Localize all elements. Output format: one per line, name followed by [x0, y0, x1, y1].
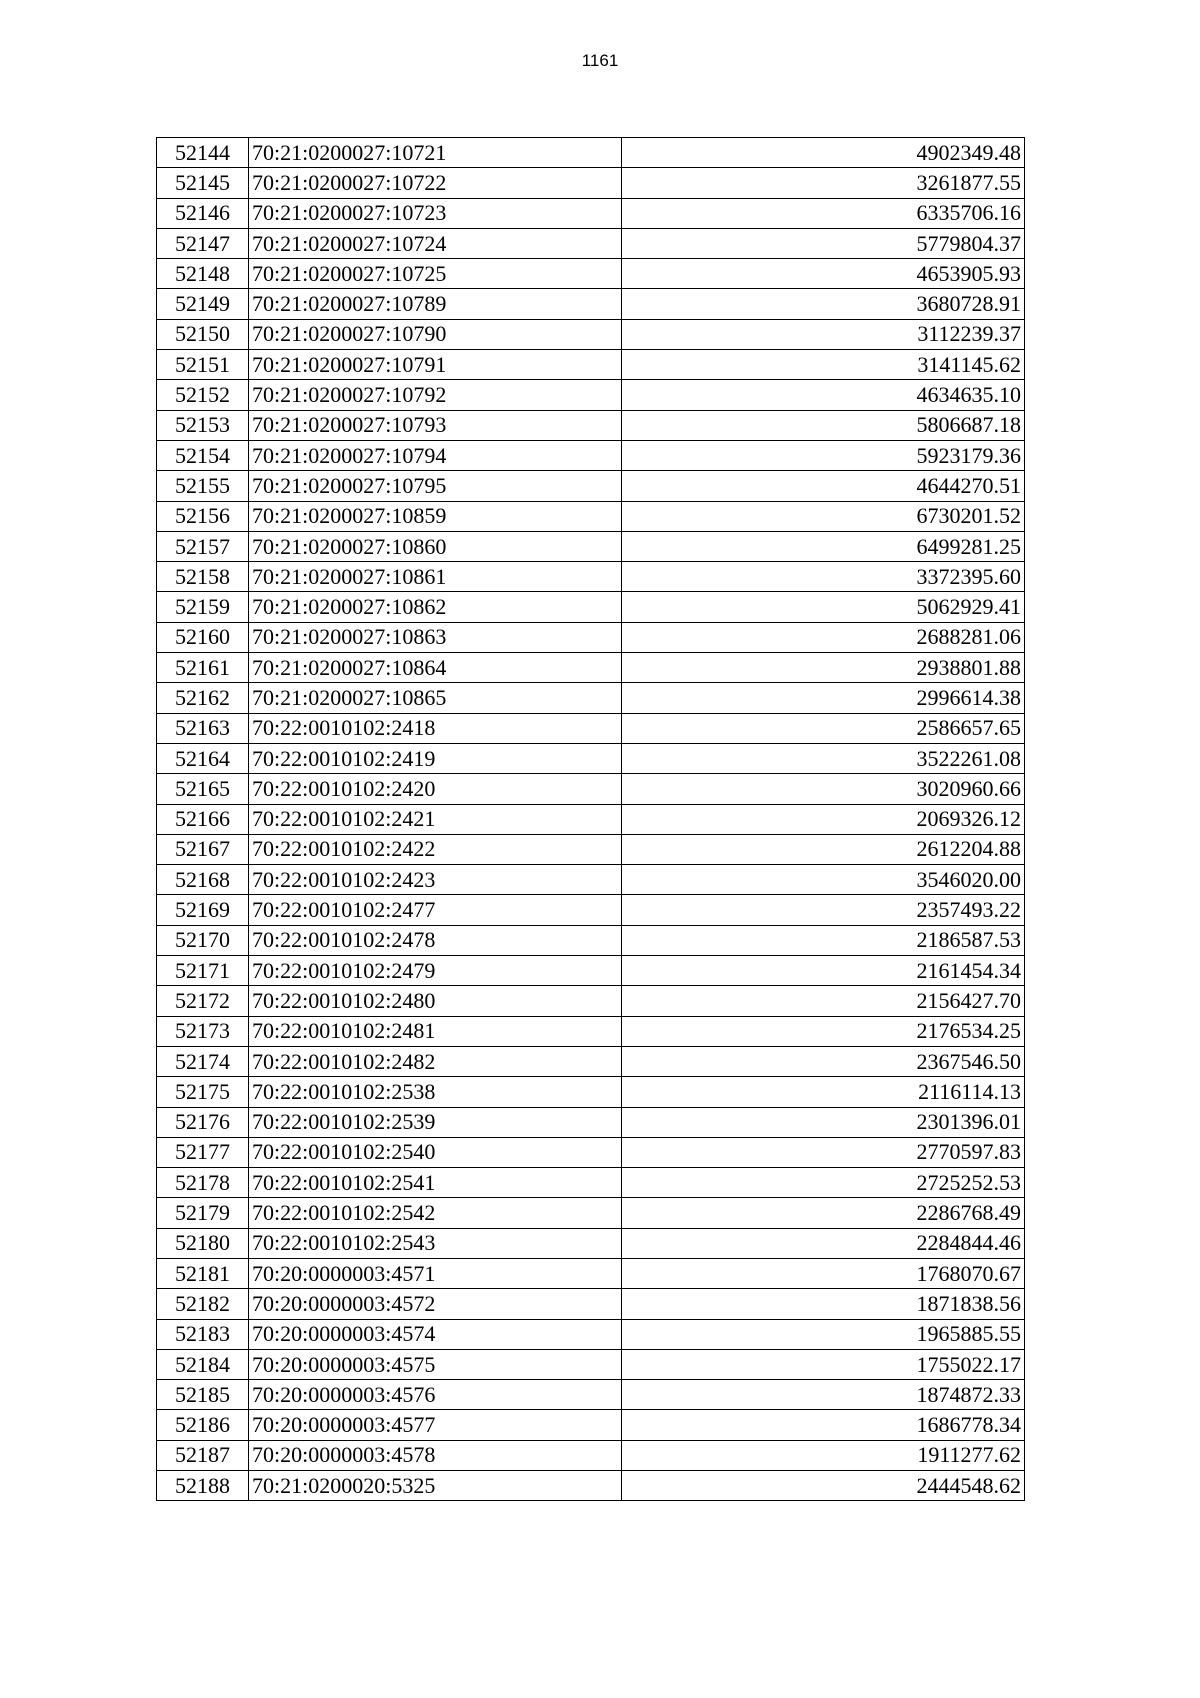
cadastral-number-cell: 70:21:0200027:10724: [249, 228, 622, 258]
row-number-cell: 52178: [157, 1168, 249, 1198]
cadastral-value-cell: 3546020.00: [622, 865, 1025, 895]
table-row: [157, 501, 1025, 531]
cadastral-number-cell: 70:22:0010102:2538: [249, 1077, 622, 1107]
table-row: [157, 440, 1025, 470]
cadastral-number-cell: 70:22:0010102:2480: [249, 986, 622, 1016]
table-row: [157, 1137, 1025, 1167]
cadastral-number-cell: 70:20:0000003:4576: [249, 1380, 622, 1410]
cadastral-number-cell: 70:22:0010102:2543: [249, 1228, 622, 1258]
table-row: [157, 683, 1025, 713]
cadastral-value-cell: 3522261.08: [622, 743, 1025, 773]
row-number-cell: 52173: [157, 1016, 249, 1046]
table-row: [157, 1228, 1025, 1258]
cadastral-value-cell: 5923179.36: [622, 440, 1025, 470]
row-number-cell: 52145: [157, 168, 249, 198]
table-row: [157, 1168, 1025, 1198]
row-number-cell: 52161: [157, 653, 249, 683]
cadastral-number-cell: 70:22:0010102:2419: [249, 743, 622, 773]
cadastral-value-cell: 4653905.93: [622, 259, 1025, 289]
table-row: [157, 1440, 1025, 1470]
cadastral-number-cell: 70:22:0010102:2541: [249, 1168, 622, 1198]
table-row: [157, 1258, 1025, 1288]
row-number-cell: 52167: [157, 834, 249, 864]
row-number-cell: 52182: [157, 1289, 249, 1319]
table-row: [157, 925, 1025, 955]
cadastral-value-cell: 2156427.70: [622, 986, 1025, 1016]
cadastral-number-cell: 70:22:0010102:2423: [249, 865, 622, 895]
table-row: [157, 1319, 1025, 1349]
cadastral-number-cell: 70:22:0010102:2542: [249, 1198, 622, 1228]
table-row: [157, 168, 1025, 198]
cadastral-number-cell: 70:21:0200027:10860: [249, 531, 622, 561]
table-row: [157, 774, 1025, 804]
cadastral-number-cell: 70:22:0010102:2481: [249, 1016, 622, 1046]
table-row: [157, 622, 1025, 652]
cadastral-value-cell: 2770597.83: [622, 1137, 1025, 1167]
cadastral-value-cell: 4644270.51: [622, 471, 1025, 501]
cadastral-number-cell: 70:21:0200027:10859: [249, 501, 622, 531]
cadastral-number-cell: 70:21:0200027:10863: [249, 622, 622, 652]
table-row: [157, 350, 1025, 380]
cadastral-number-cell: 70:22:0010102:2478: [249, 925, 622, 955]
cadastral-value-cell: 2284844.46: [622, 1228, 1025, 1258]
cadastral-number-cell: 70:22:0010102:2482: [249, 1046, 622, 1076]
table-row: [157, 1349, 1025, 1379]
cadastral-number-cell: 70:21:0200027:10795: [249, 471, 622, 501]
cadastral-value-cell: 1871838.56: [622, 1289, 1025, 1319]
page-number: 1161: [581, 51, 619, 70]
row-number-cell: 52185: [157, 1380, 249, 1410]
row-number-cell: 52157: [157, 531, 249, 561]
cadastral-value-cell: 1874872.33: [622, 1380, 1025, 1410]
cadastral-value-cell: 3112239.37: [622, 319, 1025, 349]
row-number-cell: 52146: [157, 198, 249, 228]
row-number-cell: 52184: [157, 1349, 249, 1379]
cadastral-value-cell: 2301396.01: [622, 1107, 1025, 1137]
cadastral-number-cell: 70:21:0200027:10789: [249, 289, 622, 319]
row-number-cell: 52164: [157, 743, 249, 773]
table-row: [157, 198, 1025, 228]
row-number-cell: 52179: [157, 1198, 249, 1228]
table-row: [157, 228, 1025, 258]
cadastral-value-cell: 2176534.25: [622, 1016, 1025, 1046]
table-row: [157, 562, 1025, 592]
cadastral-value-cell: 4634635.10: [622, 380, 1025, 410]
cadastral-value-cell: 2367546.50: [622, 1046, 1025, 1076]
row-number-cell: 52172: [157, 986, 249, 1016]
row-number-cell: 52171: [157, 956, 249, 986]
cadastral-value-cell: 2586657.65: [622, 713, 1025, 743]
cadastral-number-cell: 70:22:0010102:2479: [249, 956, 622, 986]
row-number-cell: 52181: [157, 1258, 249, 1288]
cadastral-value-cell: 3141145.62: [622, 350, 1025, 380]
table-row: [157, 1198, 1025, 1228]
cadastral-number-cell: 70:20:0000003:4577: [249, 1410, 622, 1440]
row-number-cell: 52158: [157, 562, 249, 592]
cadastral-value-cell: 1686778.34: [622, 1410, 1025, 1440]
cadastral-number-cell: 70:22:0010102:2420: [249, 774, 622, 804]
cadastral-value-cell: 3020960.66: [622, 774, 1025, 804]
cadastral-value-cell: 4902349.48: [622, 138, 1025, 168]
cadastral-value-cell: 5779804.37: [622, 228, 1025, 258]
table-row: [157, 834, 1025, 864]
table-row: [157, 986, 1025, 1016]
row-number-cell: 52147: [157, 228, 249, 258]
cadastral-value-cell: 6499281.25: [622, 531, 1025, 561]
row-number-cell: 52159: [157, 592, 249, 622]
cadastral-number-cell: 70:21:0200027:10792: [249, 380, 622, 410]
table-row: [157, 804, 1025, 834]
row-number-cell: 52174: [157, 1046, 249, 1076]
cadastral-value-cell: 1755022.17: [622, 1349, 1025, 1379]
cadastral-value-cell: 6730201.52: [622, 501, 1025, 531]
cadastral-number-cell: 70:22:0010102:2421: [249, 804, 622, 834]
table-row: [157, 380, 1025, 410]
cadastral-value-cell: 2612204.88: [622, 834, 1025, 864]
cadastral-number-cell: 70:20:0000003:4571: [249, 1258, 622, 1288]
row-number-cell: 52152: [157, 380, 249, 410]
cadastral-number-cell: 70:21:0200027:10722: [249, 168, 622, 198]
cadastral-value-cell: 3372395.60: [622, 562, 1025, 592]
table-row: [157, 895, 1025, 925]
row-number-cell: 52177: [157, 1137, 249, 1167]
table-row: [157, 289, 1025, 319]
row-number-cell: 52169: [157, 895, 249, 925]
row-number-cell: 52163: [157, 713, 249, 743]
table-body: [157, 138, 1025, 1501]
table-row: [157, 410, 1025, 440]
row-number-cell: 52170: [157, 925, 249, 955]
row-number-cell: 52160: [157, 622, 249, 652]
table-row: [157, 653, 1025, 683]
cadastral-number-cell: 70:21:0200027:10790: [249, 319, 622, 349]
cadastral-value-cell: 1911277.62: [622, 1440, 1025, 1470]
cadastral-number-cell: 70:22:0010102:2422: [249, 834, 622, 864]
row-number-cell: 52151: [157, 350, 249, 380]
cadastral-number-cell: 70:21:0200027:10862: [249, 592, 622, 622]
table-row: [157, 1289, 1025, 1319]
cadastral-number-cell: 70:20:0000003:4574: [249, 1319, 622, 1349]
cadastral-value-cell: 2688281.06: [622, 622, 1025, 652]
cadastral-number-cell: 70:22:0010102:2477: [249, 895, 622, 925]
cadastral-number-cell: 70:21:0200027:10791: [249, 350, 622, 380]
cadastral-number-cell: 70:20:0000003:4572: [249, 1289, 622, 1319]
row-number-cell: 52183: [157, 1319, 249, 1349]
row-number-cell: 52156: [157, 501, 249, 531]
table-row: [157, 319, 1025, 349]
cadastral-value-cell: 2286768.49: [622, 1198, 1025, 1228]
cadastral-value-cell: 2938801.88: [622, 653, 1025, 683]
row-number-cell: 52187: [157, 1440, 249, 1470]
cadastral-value-cell: 2069326.12: [622, 804, 1025, 834]
table-row: [157, 259, 1025, 289]
cadastral-number-cell: 70:20:0000003:4578: [249, 1440, 622, 1470]
table-row: [157, 865, 1025, 895]
cadastral-number-cell: 70:21:0200027:10793: [249, 410, 622, 440]
cadastral-number-cell: 70:22:0010102:2540: [249, 1137, 622, 1167]
row-number-cell: 52180: [157, 1228, 249, 1258]
cadastral-value-cell: 2161454.34: [622, 956, 1025, 986]
table-row: [157, 531, 1025, 561]
row-number-cell: 52150: [157, 319, 249, 349]
cadastral-value-table: [156, 137, 1025, 1501]
cadastral-value-cell: 6335706.16: [622, 198, 1025, 228]
cadastral-value-cell: 2186587.53: [622, 925, 1025, 955]
table-row: [157, 471, 1025, 501]
table-row: [157, 1077, 1025, 1107]
table-row: [157, 743, 1025, 773]
table-row: [157, 956, 1025, 986]
cadastral-value-cell: 2357493.22: [622, 895, 1025, 925]
cadastral-number-cell: 70:21:0200027:10723: [249, 198, 622, 228]
cadastral-number-cell: 70:21:0200027:10861: [249, 562, 622, 592]
table-row: [157, 1046, 1025, 1076]
cadastral-value-cell: 3680728.91: [622, 289, 1025, 319]
cadastral-value-cell: 5062929.41: [622, 592, 1025, 622]
cadastral-number-cell: 70:21:0200027:10794: [249, 440, 622, 470]
cadastral-value-cell: 1965885.55: [622, 1319, 1025, 1349]
row-number-cell: 52148: [157, 259, 249, 289]
table-row: [157, 1410, 1025, 1440]
table-row: [157, 1107, 1025, 1137]
row-number-cell: 52144: [157, 138, 249, 168]
cadastral-number-cell: 70:20:0000003:4575: [249, 1349, 622, 1379]
table-row: [157, 713, 1025, 743]
table-row: [157, 1016, 1025, 1046]
row-number-cell: 52168: [157, 865, 249, 895]
table-row: [157, 592, 1025, 622]
cadastral-value-cell: 3261877.55: [622, 168, 1025, 198]
row-number-cell: 52166: [157, 804, 249, 834]
row-number-cell: 52154: [157, 440, 249, 470]
table-row: [157, 1471, 1025, 1501]
cadastral-value-cell: 1768070.67: [622, 1258, 1025, 1288]
cadastral-value-cell: 2996614.38: [622, 683, 1025, 713]
row-number-cell: 52162: [157, 683, 249, 713]
row-number-cell: 52165: [157, 774, 249, 804]
cadastral-number-cell: 70:22:0010102:2539: [249, 1107, 622, 1137]
cadastral-value-cell: 5806687.18: [622, 410, 1025, 440]
table-row: [157, 1380, 1025, 1410]
row-number-cell: 52175: [157, 1077, 249, 1107]
cadastral-number-cell: 70:21:0200027:10725: [249, 259, 622, 289]
cadastral-value-cell: 2116114.13: [622, 1077, 1025, 1107]
cadastral-value-cell: 2444548.62: [622, 1471, 1025, 1501]
row-number-cell: 52186: [157, 1410, 249, 1440]
cadastral-number-cell: 70:22:0010102:2418: [249, 713, 622, 743]
cadastral-number-cell: 70:21:0200027:10864: [249, 653, 622, 683]
row-number-cell: 52176: [157, 1107, 249, 1137]
cadastral-number-cell: 70:21:0200027:10721: [249, 138, 622, 168]
cadastral-number-cell: 70:21:0200020:5325: [249, 1471, 622, 1501]
row-number-cell: 52149: [157, 289, 249, 319]
table-row: [157, 138, 1025, 168]
cadastral-value-cell: 2725252.53: [622, 1168, 1025, 1198]
row-number-cell: 52153: [157, 410, 249, 440]
row-number-cell: 52155: [157, 471, 249, 501]
row-number-cell: 52188: [157, 1471, 249, 1501]
cadastral-number-cell: 70:21:0200027:10865: [249, 683, 622, 713]
